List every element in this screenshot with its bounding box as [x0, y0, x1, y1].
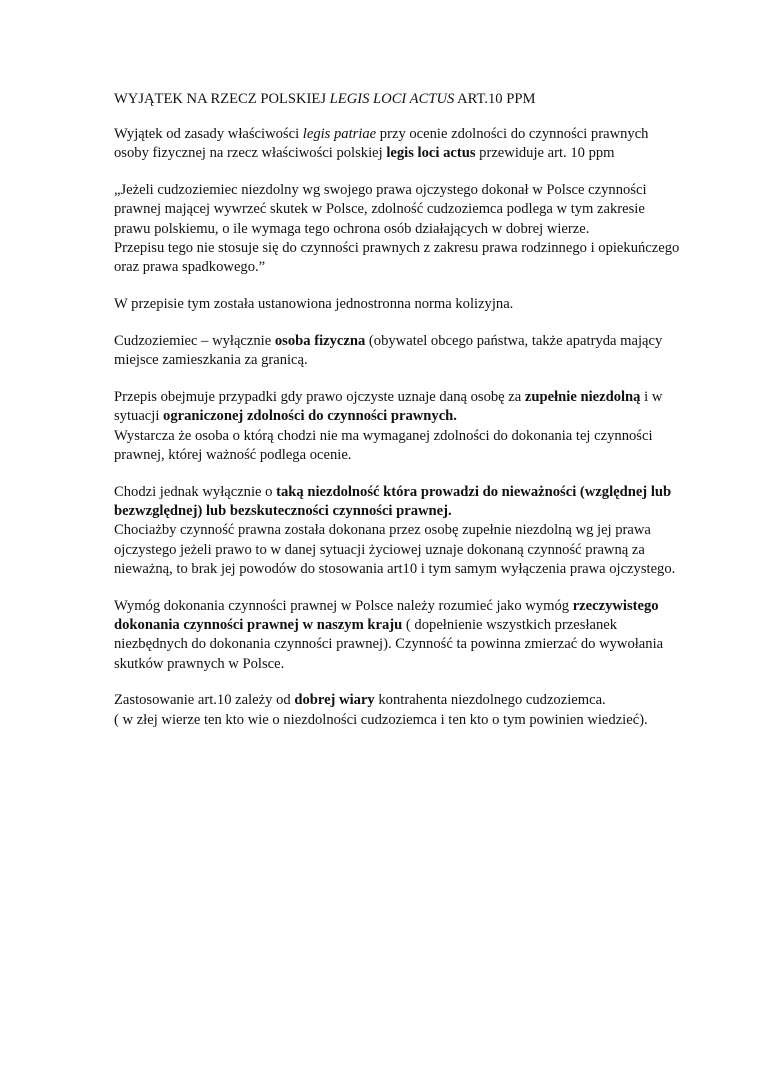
title-text: WYJĄTEK NA RZECZ POLSKIEJ	[114, 91, 330, 107]
text-span: ( w złej wierze ten kto wie o niezdolności cudzoziemca i ten kto o tym powinien wiedzieć).	[114, 711, 648, 728]
text-span: Wystarcza że osoba o którą chodzi nie ma wymaganej zdolności do dokonania tej czynności prawnej, której ważność podlega ocenie.	[114, 427, 653, 463]
bold-term: osoba fizyczna	[274, 332, 366, 349]
document-title	[114, 89, 680, 109]
paragraph-norm: W przepisie tym została ustanowiona jednostronna norma kolizyjna.	[114, 296, 514, 313]
text-span: i w sytuacji	[114, 388, 663, 425]
title-suffix: ART.10 PPM	[454, 91, 536, 107]
quote-line-1: „Jeżeli cudzoziemiec niezdolny wg swojego prawa ojczystego dokonał w Polsce czynności prawnej mającej wywrzeć skutek w Polsce, zdolność cudzoziemca podlega w tym zakresie prawu polskiemu, o ile wymaga tego ochrona osób działających w dobrej wierze.	[114, 182, 647, 237]
bold-term: dobrej wiary	[294, 692, 375, 709]
text-span: Wyjątek od zasady właściwości	[114, 126, 303, 142]
text-span: przewiduje art. 10 ppm	[475, 145, 615, 162]
bold-term: zupełnie niezdolną	[524, 388, 641, 405]
text-span: Wymóg dokonania czynności prawnej w Polsce należy rozumieć jako wymóg	[114, 597, 573, 614]
paragraph-scope	[114, 388, 680, 465]
text-span: Przepis obejmuje przypadki gdy prawo ojczyste uznaje daną osobę za	[114, 388, 525, 405]
text-span: ( dopełnienie wszystkich przesłanek niezbędnych do dokonania czynności prawnej). Czynność ta powinna zmierzać do wywołania skutków prawnych w Polsce.	[114, 616, 664, 672]
text-span: Cudzoziemiec – wyłącznie	[114, 332, 275, 349]
bold-term: ograniczonej zdolności do czynności prawnych.	[163, 408, 457, 425]
bold-term: legis loci actus	[386, 145, 476, 162]
paragraph-requirement	[114, 597, 680, 674]
text-span: przy ocenie zdolności do czynności prawnych osoby fizycznej na rzecz właściwości polskiej	[114, 126, 649, 162]
text-span: Zastosowanie art.10 zależy od	[114, 692, 295, 709]
italic-term: legis patriae	[302, 126, 377, 142]
paragraph-foreigner	[114, 332, 680, 371]
text-span: Chociażby czynność prawna została dokonana przez osobę zupełnie niezdolną wg jej prawa ojczystego jeżeli prawo to w danej sytuacji życiowej uznaje dokonaną czynność prawną za nieważną, to brak jej powodów do stosowania art10 i tym samym wyłączenia prawa ojczystego.	[114, 522, 676, 577]
paragraph-intro	[114, 125, 680, 164]
bold-term: rzeczywistego dokonania czynności prawnej w naszym kraju	[114, 597, 659, 633]
title-italic: LEGIS LOCI ACTUS	[329, 91, 455, 107]
quote-line-2: Przepisu tego nie stosuje się do czynności prawnych z zakresu prawa rodzinnego i opiekuńczego oraz prawa spadkowego.”	[114, 239, 680, 276]
text-span: kontrahenta niezdolnego cudzoziemca.	[374, 692, 606, 709]
bold-term: taką niezdolność która prowadzi do nieważności (względnej lub bezwzględnej) lub bezskuteczności czynności prawnej.	[114, 483, 672, 519]
text-span: Chodzi jednak wyłącznie o	[114, 483, 277, 500]
paragraph-good-faith	[114, 691, 680, 730]
text-span: (obywatel obcego państwa, także apatryda mający miejsce zamieszkania za granicą.	[114, 332, 663, 369]
paragraph-invalidity	[114, 483, 680, 579]
